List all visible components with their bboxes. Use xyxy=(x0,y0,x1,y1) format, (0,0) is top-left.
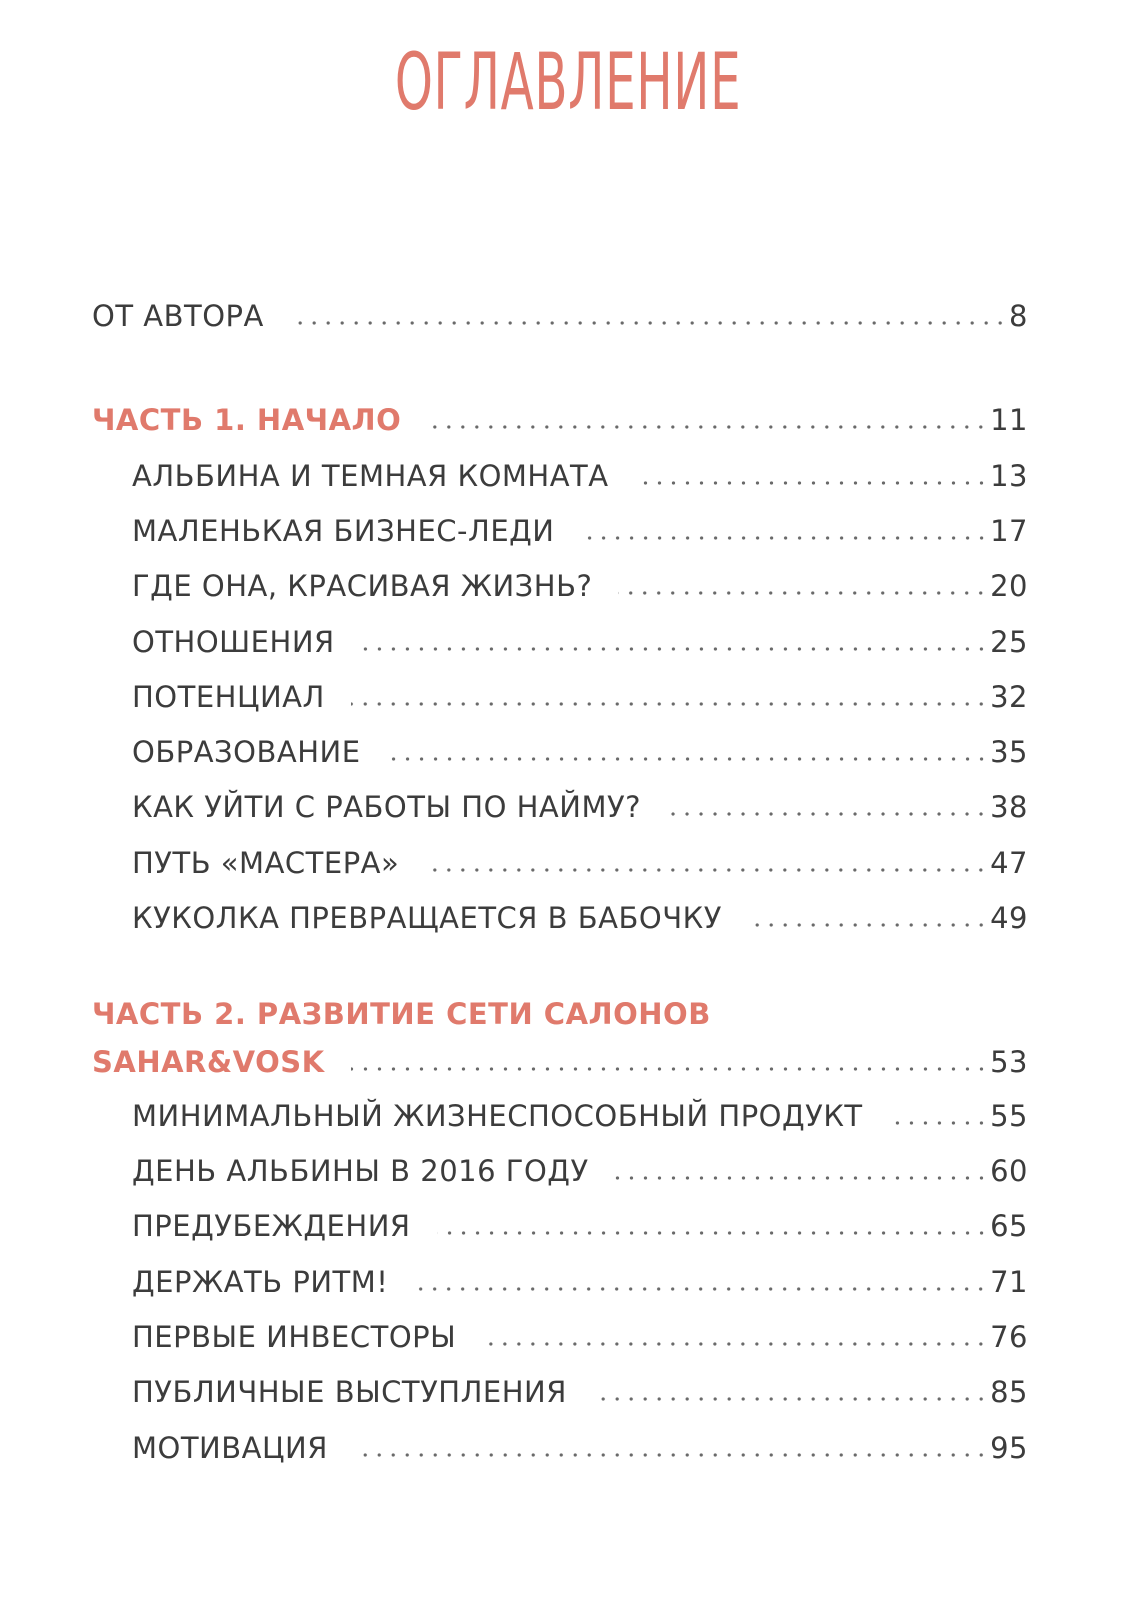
toc-entry[interactable] xyxy=(132,892,1028,936)
toc-entry[interactable] xyxy=(132,450,1028,494)
toc-entry[interactable] xyxy=(132,837,1028,881)
toc-entry-label: МИНИМАЛЬНЫЙ ЖИЗНЕСПОСОБНЫЙ ПРОДУКТ xyxy=(132,1099,863,1133)
toc-page-number: 35 xyxy=(990,735,1028,769)
toc-entry[interactable] xyxy=(132,781,1028,825)
toc-entry-label: ПУБЛИЧНЫЕ ВЫСТУПЛЕНИЯ xyxy=(132,1375,567,1409)
dot-leader xyxy=(361,647,988,651)
dot-leader xyxy=(387,757,989,761)
toc-entry-label: ОТ АВТОРА xyxy=(92,299,264,333)
dot-leader xyxy=(667,812,988,816)
toc-page-number: 95 xyxy=(990,1431,1028,1465)
toc-entry-label: АЛЬБИНА И ТЕМНАЯ КОМНАТА xyxy=(132,459,609,493)
toc-page-number: 71 xyxy=(990,1265,1028,1299)
toc-page-number: 11 xyxy=(990,403,1028,437)
page-title: ОГЛАВЛЕНИЕ xyxy=(394,38,742,128)
dot-leader xyxy=(290,321,1007,325)
dot-leader xyxy=(351,702,988,706)
toc-entry-label: МОТИВАЦИЯ xyxy=(132,1431,328,1465)
toc-entry[interactable] xyxy=(132,1145,1028,1189)
toc-entry[interactable] xyxy=(132,1422,1028,1466)
dot-leader xyxy=(635,481,988,485)
toc-entry[interactable] xyxy=(132,560,1028,604)
toc-page-number: 76 xyxy=(990,1320,1028,1354)
toc-page-number: 32 xyxy=(990,680,1028,714)
toc-entry-from-author[interactable] xyxy=(92,290,1028,334)
dot-leader xyxy=(351,1067,988,1071)
toc-part-2[interactable] xyxy=(92,1036,1028,1080)
toc-entry-label: ПРЕДУБЕЖДЕНИЯ xyxy=(132,1209,411,1243)
toc-entry-label: ДЕНЬ АЛЬБИНЫ В 2016 ГОДУ xyxy=(132,1154,589,1188)
dot-leader xyxy=(581,536,989,540)
toc-entry[interactable] xyxy=(132,1256,1028,1300)
toc-page-number: 13 xyxy=(990,459,1028,493)
toc-entry-label: ПУТЬ «МАСТЕРА» xyxy=(132,846,400,880)
toc-entry-label: ГДЕ ОНА, КРАСИВАЯ ЖИЗНЬ? xyxy=(132,569,593,603)
toc-page-number: 49 xyxy=(990,901,1028,935)
toc-page-number: 65 xyxy=(990,1209,1028,1243)
dot-leader xyxy=(618,591,988,595)
toc-entry[interactable] xyxy=(132,505,1028,549)
toc-part-1[interactable] xyxy=(92,394,1028,438)
toc-part-2-label-line1[interactable]: ЧАСТЬ 2. РАЗВИТИЕ СЕТИ САЛОНОВ xyxy=(92,997,711,1031)
toc-page-number: 8 xyxy=(1009,299,1028,333)
toc-entry[interactable] xyxy=(132,1311,1028,1355)
dot-leader xyxy=(482,1342,988,1346)
toc-entry-label: ДЕРЖАТЬ РИТМ! xyxy=(132,1265,389,1299)
dot-leader xyxy=(414,1287,988,1291)
toc-page-number: 17 xyxy=(990,514,1028,548)
toc-entry-label: ПОТЕНЦИАЛ xyxy=(132,680,325,714)
dot-leader xyxy=(889,1121,988,1125)
dot-leader xyxy=(425,868,988,872)
toc-entry-label: ПЕРВЫЕ ИНВЕСТОРЫ xyxy=(132,1320,457,1354)
toc-page-number: 25 xyxy=(990,625,1028,659)
toc-page-number: 55 xyxy=(990,1099,1028,1133)
toc-entry-label: ОБРАЗОВАНИЕ xyxy=(132,735,361,769)
toc-page-number: 38 xyxy=(990,790,1028,824)
toc-entry[interactable] xyxy=(132,1366,1028,1410)
toc-entry[interactable] xyxy=(132,616,1028,660)
dot-leader xyxy=(427,425,988,429)
dot-leader xyxy=(354,1453,988,1457)
toc-part-label: SAHAR&VOSK xyxy=(92,1045,325,1079)
toc-page-number: 20 xyxy=(990,569,1028,603)
toc-page-number: 60 xyxy=(990,1154,1028,1188)
toc-part-label: ЧАСТЬ 1. НАЧАЛО xyxy=(92,403,402,437)
toc-entry[interactable] xyxy=(132,1090,1028,1134)
toc-entry-label: КАК УЙТИ С РАБОТЫ ПО НАЙМУ? xyxy=(132,790,642,824)
toc-entry[interactable] xyxy=(132,671,1028,715)
toc-entry[interactable] xyxy=(132,726,1028,770)
toc-entry-label: МАЛЕНЬКАЯ БИЗНЕС-ЛЕДИ xyxy=(132,514,555,548)
toc-entry-label: КУКОЛКА ПРЕВРАЩАЕТСЯ В БАБОЧКУ xyxy=(132,901,722,935)
dot-leader xyxy=(593,1397,988,1401)
toc-page-number: 53 xyxy=(990,1045,1028,1079)
toc-page-number: 85 xyxy=(990,1375,1028,1409)
dot-leader xyxy=(748,923,988,927)
toc-entry-label: ОТНОШЕНИЯ xyxy=(132,625,335,659)
toc-page-number: 47 xyxy=(990,846,1028,880)
dot-leader xyxy=(615,1176,988,1180)
toc-entry[interactable] xyxy=(132,1200,1028,1244)
dot-leader xyxy=(437,1231,989,1235)
